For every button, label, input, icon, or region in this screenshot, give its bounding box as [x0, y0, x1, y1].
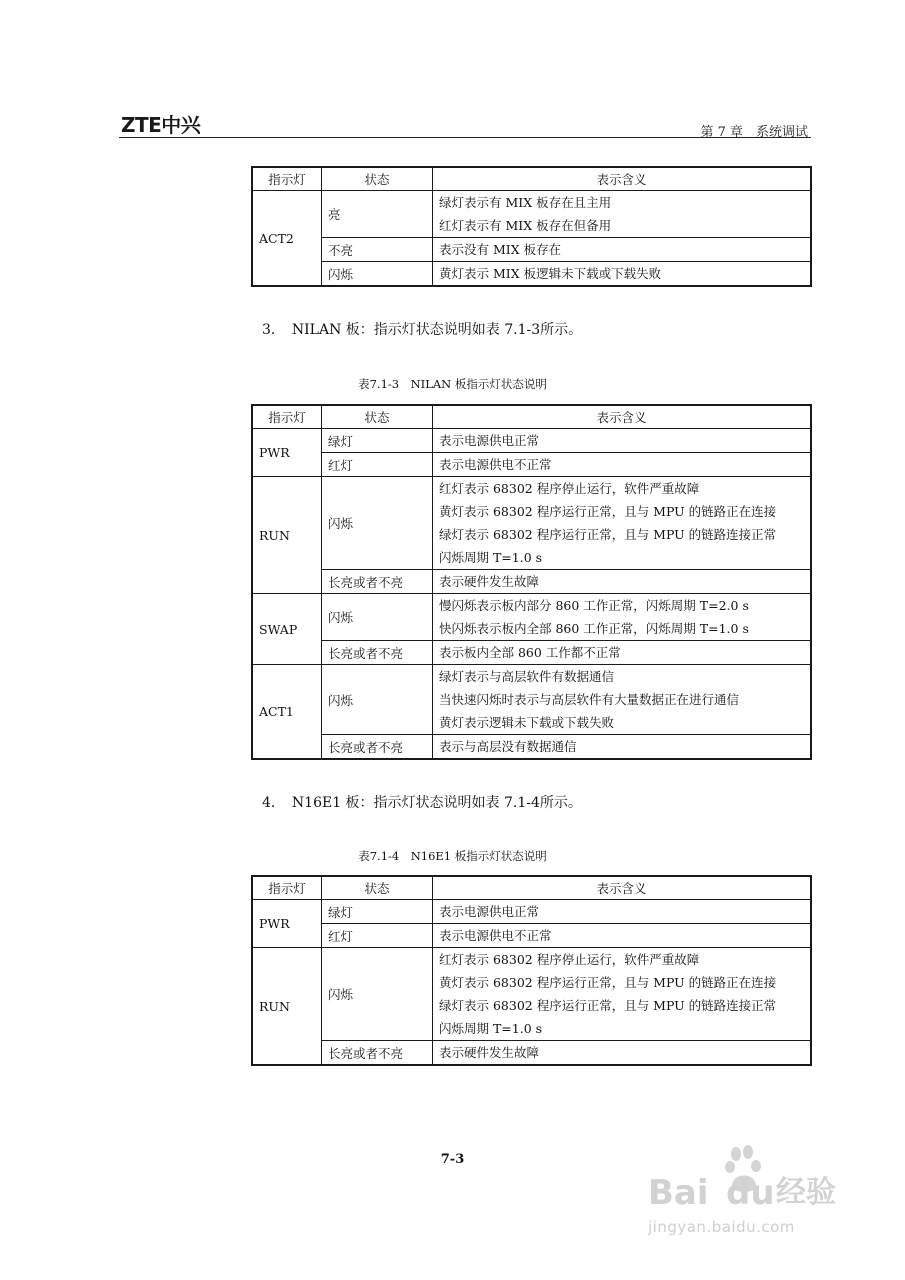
state-cell: 闪烁	[322, 594, 433, 641]
meaning-line: 表示电源供电不正常	[439, 457, 552, 472]
meaning-line: 表示板内全部 860 工作都不正常	[439, 645, 621, 660]
table-row	[252, 453, 811, 477]
meaning-line: 表示电源供电正常	[439, 904, 540, 919]
state-cell: 红灯	[322, 924, 433, 948]
table-header-row	[252, 876, 811, 900]
meaning-line: 黄灯表示逻辑未下载或下载失败	[439, 715, 615, 730]
meaning-cell	[433, 948, 812, 1041]
meaning-cell	[433, 453, 812, 477]
table-row	[252, 594, 811, 641]
baidu-brand-text: Bai	[648, 1173, 709, 1213]
state-cell: 亮	[322, 191, 433, 238]
table-row	[252, 924, 811, 948]
zte-logo: ZTE中兴	[121, 113, 201, 137]
state-cell: 红灯	[322, 453, 433, 477]
header-meaning: 表示含义	[433, 876, 812, 900]
meaning-cell	[433, 900, 812, 924]
state-cell: 长亮或者不亮	[322, 570, 433, 594]
table-row	[252, 948, 811, 1041]
state-cell: 闪烁	[322, 477, 433, 570]
meaning-line: 红灯表示 68302 程序停止运行，软件严重故障	[439, 481, 700, 496]
meaning-cell	[433, 924, 812, 948]
meaning-line: 表示硬件发生故障	[439, 574, 540, 589]
indicator-cell: RUN	[252, 948, 322, 1066]
table-row	[252, 477, 811, 570]
jingyan-text: 经验	[776, 1175, 836, 1210]
table-7-1-3-caption: 表7.1-3 NILAN 板指示灯状态说明	[358, 377, 547, 391]
meaning-cell	[433, 191, 812, 238]
table-row	[252, 570, 811, 594]
state-cell: 长亮或者不亮	[322, 641, 433, 665]
state-cell: 闪烁	[322, 665, 433, 735]
section-4-text: 4． N16E1 板：指示灯状态说明如表 7.1-4所示。	[262, 795, 582, 811]
state-cell: 闪烁	[322, 262, 433, 287]
header-state: 状态	[322, 405, 433, 429]
meaning-line: 慢闪烁表示板内部分 860 工作正常，闪烁周期 T=2.0 s	[439, 598, 749, 613]
meaning-line: 黄灯表示 MIX 板逻辑未下载或下载失败	[439, 266, 662, 281]
act2-table	[251, 166, 812, 287]
indicator-cell: PWR	[252, 900, 322, 948]
state-cell: 闪烁	[322, 948, 433, 1041]
meaning-cell	[433, 665, 812, 735]
header-state: 状态	[322, 167, 433, 191]
header-meaning: 表示含义	[433, 405, 812, 429]
header-indicator: 指示灯	[252, 405, 322, 429]
meaning-cell	[433, 570, 812, 594]
meaning-cell	[433, 238, 812, 262]
nilan-table	[251, 404, 812, 760]
table-7-1-4-caption: 表7.1-4 N16E1 板指示灯状态说明	[358, 849, 547, 863]
meaning-cell	[433, 262, 812, 287]
meaning-line: 表示电源供电正常	[439, 433, 540, 448]
state-cell: 绿灯	[322, 900, 433, 924]
chapter-title: 第 7 章 系统调试	[700, 125, 808, 140]
state-cell: 不亮	[322, 238, 433, 262]
meaning-line: 表示没有 MIX 板存在	[439, 242, 562, 257]
indicator-cell: RUN	[252, 477, 322, 594]
header-rule	[119, 137, 811, 138]
section-3-text: 3． NILAN 板：指示灯状态说明如表 7.1-3所示。	[262, 322, 583, 338]
table-row	[252, 900, 811, 924]
meaning-cell	[433, 429, 812, 453]
indicator-cell: PWR	[252, 429, 322, 477]
state-cell: 长亮或者不亮	[322, 735, 433, 760]
meaning-line: 快闪烁表示板内全部 860 工作正常，闪烁周期 T=1.0 s	[439, 621, 749, 636]
table-row	[252, 665, 811, 735]
meaning-line: 当快速闪烁时表示与高层软件有大量数据正在进行通信	[439, 692, 740, 707]
header-indicator: 指示灯	[252, 167, 322, 191]
meaning-line: 表示电源供电不正常	[439, 928, 552, 943]
n16e1-table	[251, 875, 812, 1066]
baidu-brand-suffix: du	[726, 1173, 775, 1213]
meaning-line: 黄灯表示 68302 程序运行正常，且与 MPU 的链路正在连接	[439, 504, 777, 519]
table-row	[252, 238, 811, 262]
indicator-cell: SWAP	[252, 594, 322, 665]
table-row	[252, 429, 811, 453]
table-row	[252, 735, 811, 760]
meaning-line: 绿灯表示有 MIX 板存在且主用	[439, 195, 612, 210]
meaning-cell	[433, 594, 812, 641]
meaning-line: 闪烁周期 T=1.0 s	[439, 550, 543, 565]
table-row	[252, 262, 811, 287]
table-row	[252, 191, 811, 238]
meaning-cell	[433, 1041, 812, 1066]
table-header-row	[252, 167, 811, 191]
table-row	[252, 1041, 811, 1066]
watermark-url: jingyan.baidu.com	[648, 1218, 795, 1236]
meaning-line: 表示硬件发生故障	[439, 1045, 540, 1060]
table-header-row	[252, 405, 811, 429]
indicator-cell: ACT1	[252, 665, 322, 760]
header-meaning: 表示含义	[433, 167, 812, 191]
meaning-line: 红灯表示有 MIX 板存在但备用	[439, 218, 612, 233]
header-indicator: 指示灯	[252, 876, 322, 900]
state-cell: 长亮或者不亮	[322, 1041, 433, 1066]
table-row	[252, 641, 811, 665]
indicator-cell: ACT2	[252, 191, 322, 287]
meaning-cell	[433, 735, 812, 760]
meaning-line: 绿灯表示 68302 程序运行正常，且与 MPU 的链路连接正常	[439, 527, 777, 542]
meaning-line: 绿灯表示与高层软件有数据通信	[439, 669, 615, 684]
meaning-line: 黄灯表示 68302 程序运行正常，且与 MPU 的链路正在连接	[439, 975, 777, 990]
meaning-line: 绿灯表示 68302 程序运行正常，且与 MPU 的链路连接正常	[439, 998, 777, 1013]
meaning-cell	[433, 477, 812, 570]
page-number: 7-3	[440, 1152, 465, 1167]
meaning-line: 闪烁周期 T=1.0 s	[439, 1021, 543, 1036]
meaning-cell	[433, 641, 812, 665]
header-state: 状态	[322, 876, 433, 900]
state-cell: 绿灯	[322, 429, 433, 453]
meaning-line: 表示与高层没有数据通信	[439, 739, 577, 754]
meaning-line: 红灯表示 68302 程序停止运行，软件严重故障	[439, 952, 700, 967]
